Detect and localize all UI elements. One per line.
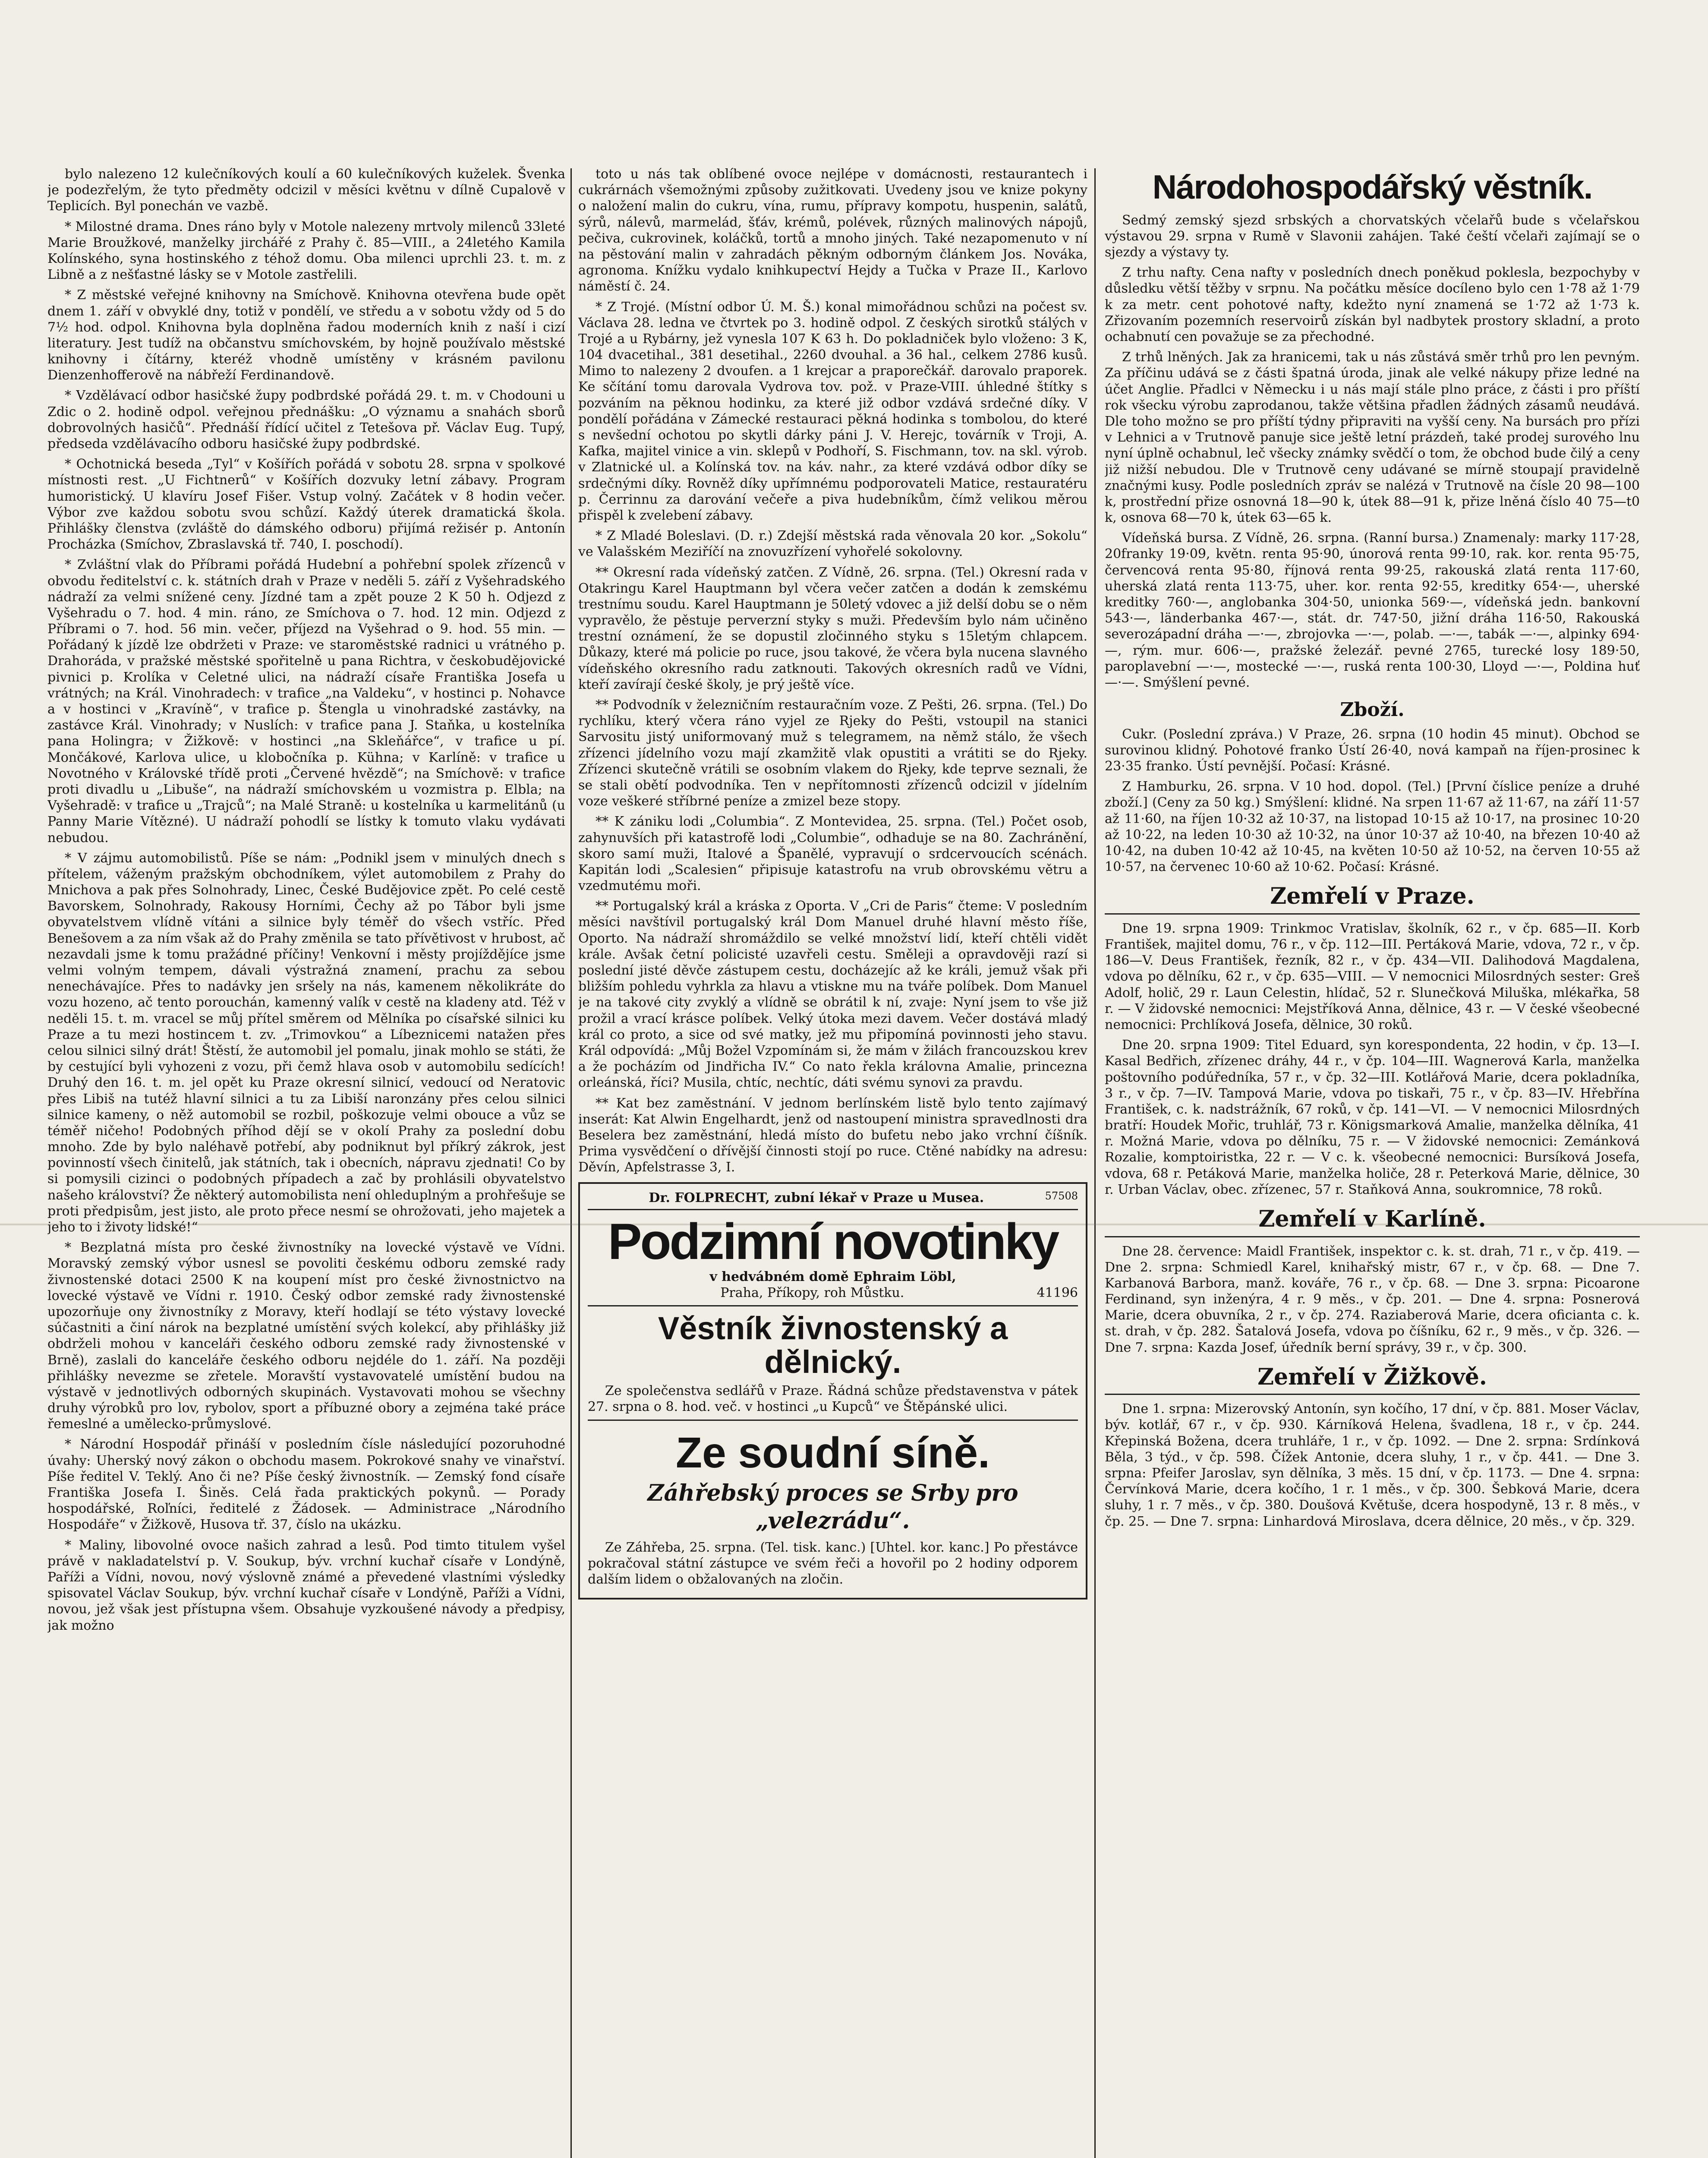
goods-heading: Zboží. <box>1340 699 1405 721</box>
article-paragraph: * Národní Hospodář přináší v posledním čísle následující pozoruhodné úvahy: Uherský nový zákon o obchodu masem. Pokrokové snahy ve vinařství. Píše ředitel V. Teklý. Ano či ne? Píše český živnostník. — Zemský fond císaře Františka Josefa I. Šiněs. Celá řada praktických pokynů. — Porady hospodářské, Roľníci, ředitelé z Žádosek. — Administrace „Národního Hospodáře“ v Žižkově, Husova tř. 37, číslo na ukázku. <box>47 1437 565 1533</box>
deaths-prague-heading: Zemřelí v Praze. <box>1105 883 1640 914</box>
goods-paragraph: Z Hamburku, 26. srpna. V 10 hod. dopol. (Tel.) [První číslice peníze a druhé zboží.] (Ceny za 50 kg.) Smýšlení: klidné. Na srpen 11·67 až 11·67, na září 11·57 až 11·60, na říjen 10·32 až 10·37, na listopad 10·15 až 10·17, na prosinec 10·20 až 10·22, na leden 10·30 až 10·32, na únor 10·37 až 10·40, na březen 10·40 až 10·42, na duben 10·42 až 10·45, na květen 10·50 až 10·52, na červen 10·55 až 10·57, na červenec 10·60 až 10·62. Počasí: Krásné. <box>1105 779 1640 875</box>
bulletin-title: Věstník živnostenský a dělnický. <box>658 1310 1008 1380</box>
article-paragraph: * Vzdělávací odbor hasičské župy podbrdské pořádá 29. t. m. v Chodouni u Zdic o 2. hodině odpol. veřejnou přednášku: „O významu a snahách sborů dobrovolných hasičů“. Přednáší řídící učitel z Tetešova př. Václav Eug. Tupý, předseda vzdělávacího odboru hasičské župy podbrdské. <box>47 388 565 451</box>
deaths-karlin-heading: Zemřelí v Karlíně. <box>1105 1205 1640 1237</box>
goods-paragraph: Cukr. (Poslední zpráva.) V Praze, 26. srpna (10 hodin 45 minut). Obchod se surovinou klidný. Pohotové franko Ústí 26·40, nová kampaň na říjen-prosinec k 23·35 franko. Ústí pevnější. Počasí: Krásné. <box>1105 726 1640 774</box>
autumn-novelties-title: Podzimní novotinky <box>608 1213 1058 1270</box>
autumn-store-address <box>588 1285 1078 1301</box>
deaths-paragraph: Dne 20. srpna 1909: Titel Eduard, syn korespondenta, 22 hodin, v čp. 13—I. Kasal Bedřich, zřízenec dráhy, 44 r., v čp. 104—III. Wagnerová Karla, manželka poštovního podúředníka, 57 r., v čp. 32—III. Kotlářová Marie, dcera pokladníka, 3 r., v čp. 7—IV. Tampová Marie, vdova po tiskaři, 75 r., v čp. 83—IV. Hřebřína František, c. k. nadstrážník, 67 roků, v čp. 141—VI. — V nemocnici Milosrdných bratří: Houdek Mořic, truhlář, 73 r. Königsmarková Amalie, manželka dělníka, 41 r. Možná Marie, vdova po dělníku, 75 r. — V židovské nemocnici: Zemánková Rozalie, komptoiristka, 22 r. — V c. k. všeobecné nemocnici: Bursíková Josefa, vdova, 68 r. Petáková Marie, manželka holiče, 28 r. Peterková Marie, dělnice, 30 r. Urban Václav, obec. zřízenec, 57 r. Staňková Anna, soukromnice, 78 roků. <box>1105 1038 1640 1197</box>
deaths-zizkov-heading: Zemřelí v Žižkově. <box>1105 1363 1640 1395</box>
court-subtitle: Záhřebský proces se Srby pro „velezrádu“. <box>647 1480 1018 1534</box>
column-middle <box>578 166 1087 2158</box>
econ-paragraph: Z trhů lněných. Jak za hranicemi, tak u nás zůstává směr trhů pro len pevným. Za příčinu udává se z části špatná úroda, jinak ale velké nákupy přize ledné na účet Anglie. Přadlci v Německu i u nás mají stále plno práce, z části i pro příští rok všecku výrobu zaprodanou, takže většina přadlen žádných zásamů neudává. Dle toho možno se pro příští týdny připraviti na vyšší ceny. Na bursách pro přízi v Lehnici a v Trutnově panuje sice ještě letní prázdeň, také prodej surového lnu nyní úplně ochabnul, leč všecky známky svědčí o tom, že obchod bude čilý a ceny již nižší nebudou. Dle v Trutnově ceny udávané se mírně stoupají pravidelně značnými kusy. Podle posledních zpráv se nalézá v Trutnově na čísle 20 98—100 k, prostřední přize osnovná 18—90 k, útek 88—91 k, přize lněná číslo 40 75—t0 k, osnova 68—70 k, útek 63—65 k. <box>1105 350 1640 526</box>
column-rule-left <box>570 168 572 2158</box>
article-paragraph: ** Kat bez zaměstnání. V jednom berlínském listě bylo tento zajímavý inserát: Kat Alwin Engelhardt, jenž od nastoupení ministra spravedlnosti dra Beselera bez zaměstnání, hledá místo do bufetu nebo jako vrchní číšník. Prima vysvědčení o dřívější činnosti stojí po ruce. Ctěné nabídky na adresu: Děvín, Apfelstrasse 3, I. <box>578 1095 1087 1175</box>
article-paragraph: * Maliny, libovolné ovoce našich zahrad a lesů. Pod timto titulem vyšel právě v nakladatelství p. V. Soukup, býv. vrchní kuchař císaře v Londýně, Paříži a Vídni, novou, nový výslovně známé a převedené vlastními výsledky spisovatel Václav Soukup, býv. vrchní kuchař císaře v Londýně, Paříži a Vídni, novou, jež však jest přístupna všem. Obsahuje vyzkoušené návody a předpisy, jak možno <box>47 1537 565 1633</box>
dentist-ad-text: Dr. FOLPRECHT, zubní lékař v Praze u Musea. <box>649 1190 984 1206</box>
autumn-store-name: v hedvábném domě Ephraim Löbl, <box>709 1269 956 1284</box>
econ-paragraph: Z trhu nafty. Cena nafty v posledních dnech poněkud poklesla, bezpochyby v důsledku větší těžby v srpnu. Na počátku měsíce docíleno bylo cen 1·78 až 1·79 k za metr. cent pohotové nafty, kdežto nyní znamená se 1·72 až 1·73 k. Zřizovaním pozemních reservoirů získán byl nadbytek prostory skladní, a proto ochabnutí cen považuje se za přechodné. <box>1105 265 1640 345</box>
econ-paragraph: Sedmý zemský sjezd srbských a chorvatských včelařů bude s včelařskou výstavou 29. srpna v Rumě v Slavonii zahájen. Také čeští včelaři zajímají se o sjezdy a výstavy ty. <box>1105 212 1640 260</box>
article-paragraph: * Zvláštní vlak do Příbrami pořádá Hudební a pohřební spolek zřízenců v obvodu ředitelství c. k. státních drah v Praze v neděli 5. září z Vyšehradského nádraží za velmi snížené ceny. Jízdné tam a zpět pouze 2 K 50 h. Odjezd z Vyšehradu o 7. hod. 4 min. ráno, ze Smíchova o 7. hod. 12 min. Odjezd z Příbrami o 7. hod. 56 min. večer, příjezd na Vyšehrad o 9. hod. 55 min. — Pořádaný k jízdě lze obdržeti v Praze: ve staroměstské radnici u vrátného p. Drahoráda, v pražské městské spořitelně u pana Richtra, v českobudějovické pivnici p. Krolíka v Celetné ulici, na nádraží císaře Františka Josefa u vrátných; na Král. Vinohradech: v trafice „na Valdeku“, v hostinci p. Nohavce a v hostinci v „Kravíně“, v trafice p. Štengla u vinohradské zastávky, na zastávce Král. Vinohrady; v Nuslích: v trafice pana J. Staňka, u kostelníka pana Holingra; v Žižkově: v hostinci „na Skleňářce“, v trafice u pí. Mončákové, Karlova ulice, u klobočníka p. Kühna; v Karlíně: v trafice u Novotného v Královské třídě proti „Červené hvězdě“; na Smíchově: v trafice proti divadlu u „Libuše“, na nádraží smíchovském u vozmistra p. Elbla; na Vyšehradě: v trafice u „Trajců“; na Malé Straně: u kostelníka u karmelitánů (u Panny Marie Vítězné). U nádraží pohodlí se lístky k tomuto vlaku vydávati nebudou. <box>47 557 565 846</box>
ad-divider <box>588 1305 1078 1306</box>
ad-divider <box>588 1420 1078 1421</box>
column-rule-right <box>1094 168 1096 2158</box>
bulletin-text: Ze společenstva sedlářů v Praze. Řádná schůze představenstva v pátek 27. srpna o 8. hod. več. v hostinci „u Kupců“ ve Štěpánské ulici. <box>588 1383 1078 1415</box>
article-paragraph: ** Podvodník v železničním restauračním voze. Z Pešti, 26. srpna. (Tel.) Do rychlíku, který včera ráno vyjel ze Rjeky do Pešti, vstoupil na stanici Sarvositu jistý uniformovaný muž s telegramem, na němž stálo, že všech zřízenci jídelního vozu mají zkamžitě vlak opustiti a vrátiti se do Rjeky. Zřízenci skutečně vrátili se osobním vlakem do Rjeky, kde teprve seznali, že se stali obětí podvodníka. Ten v nepřítomnosti zřízenců odcizil v jídelním voze veškeré stříbrné peníze a zmizel beze stopy. <box>578 697 1087 809</box>
autumn-address-text: Praha, Příkopy, roh Můstku. <box>720 1285 904 1300</box>
deaths-paragraph: Dne 1. srpna: Mizerovský Antonín, syn kočího, 17 dní, v čp. 881. Moser Václav, býv. kotlář, 67 r., v čp. 930. Kárníková Helena, švadlena, 18 r., v čp. 244. Křepinská Božena, dcera truhláře, 1 r., v čp. 1092. — Dne 2. srpna: Srdínková Běla, 3 týd., v čp. 598. Čížek Antonie, dcera sluhy, 1 r., v čp. 441. — Dne 3. srpna: Pfeifer Jaroslav, syn dělníka, 3 měs. 15 dní, v čp. 1173. — Dne 4. srpna: Červínková Marie, dcera kočího, 1 r. 1 měs., v čp. 300. Šebková Marie, dcera sluhy, 1 r. 7 měs., v čp. 380. Doušová Květuše, dcera hospodyně, 13 r. 8 měs., v čp. 25. — Dne 7. srpna: Linhardová Miroslava, dcera dělnice, 20 měs., v čp. 329. <box>1105 1401 1640 1529</box>
court-text: Ze Záhřeba, 25. srpna. (Tel. tisk. kanc.) [Uhtel. kor. kanc.] Po přestávce pokračoval státní zástupce ve svém řeči a hovořil po 2 hodiny odporem dalším lidem o obžalovaných na zločin. <box>588 1540 1078 1587</box>
article-paragraph: * Ochotnická beseda „Tyl“ v Košířích pořádá v sobotu 28. srpna v spolkové místnosti rest. „U Fichtnerů“ v Košířích dozvuky letní zábavy. Program humoristický. U klavíru Josef Fišer. Vstup volný. Začátek v 8 hodin večer. Výbor zve každou sobotu svou schůzí. Každý úterek dramatická škola. Přihlášky členstva (zvláště do dámského odboru) přijímá režisér p. Antonín Procházka (Smíchov, Zbraslavská tř. 740, I. poschodí). <box>47 457 565 552</box>
article-paragraph: * Milostné drama. Dnes ráno byly v Motole nalezeny mrtvoly milenců 33leté Marie Broužkové, manželky jirchářé z Prahy č. 85—VIII., a 24letého Kamila Kolínského, syna hostinského z téhož domu. Oba milenci uprchli 23. t. m. z Libně a z nešťastné lásky se v Motole zastřelili. <box>47 219 565 283</box>
article-paragraph: * Z městské veřejné knihovny na Smíchově. Knihovna otevřena bude opět dnem 1. září v obvyklé dny, totiž v pondělí, ve středu a v sobotu vždy od 5 do 7½ hod. odpol. Knihovna byla doplněna řadou moderních knih z naší i cizí literatury. Jest tudíž na občanstvu smíchovském, by hojně používalo městské knihovny i čítárny, kteréž vhodně umístěny v krásném pavilonu Dienzenhofferově na nábřeží Ferdinandově. <box>47 287 565 383</box>
column-right <box>1105 166 1640 2158</box>
column-left <box>47 166 565 2158</box>
deaths-paragraph: Dne 19. srpna 1909: Trinkmoc Vratislav, školník, 62 r., v čp. 685—II. Korb František, majitel domu, 76 r., v čp. 112—III. Pertáková Marie, vdova, 72 r., v čp. 186—V. Deus František, řezník, 82 r., v čp. 434—VII. Dalihodová Magdalena, vdova po dělníku, 62 r., v čp. 635—VIII. — V nemocnici Milosrdných sester: Greš Adolf, holič, 29 r. Laun Celestin, hlídač, 52 r. Slunečková Miluška, mlékařka, 58 r. — V židovské nemocnici: Mejstříková Anna, dělnice, 43 r. — V české všeobecné nemocnici: Prchlíková Josefa, dělnice, 30 roků. <box>1105 921 1640 1032</box>
economic-bulletin-masthead: Národohospodářský věstník. <box>1152 168 1592 206</box>
autumn-ad-number: 41196 <box>1037 1285 1078 1300</box>
court-title: Ze soudní síně. <box>676 1428 990 1477</box>
article-paragraph: ** Portugalský král a kráska z Oporta. V „Cri de Paris“ čteme: V posledním měsíci navštívil portugalský král Dom Manuel druhé hlavní město říše, Oporto. Na nádraží shromáždilo se velké množství lidí, kteří chtěli vidět krále. Avšak četní policisté uzavřeli cestu. Směleji a opravdověji razí si poslední jisté děvče zástupem cestu, docházejíc až ke králi, jemuž však při bližším pohledu vyhrkla za hlavu a vtiskne mu na tváře políbek. Dom Manuel je na takové city zvyklý a vlídně se obrátil k ní, zvaje: Nyní jsem to vše již prožil a vrací krásce políbek. Velký útoka mezi davem. Večer dostává mladý král co proto, a sice od své matky, jež mu připomíná povinnosti jeho stavu. Král odpovídá: „Můj Božel Vzpomínám si, že mám v žilách francouzskou krev a že pocházím od Jindřicha IV.“ Co nato řekla královna Amalie, princezna orleánská, říci? Musila, chtíc, nechtíc, dáti svému synovi za pravdu. <box>578 899 1087 1091</box>
article-paragraph: * Bezplatná místa pro české živnostníky na lovecké výstavě ve Vídni. Moravský zemský výbor usnesl se povoliti českému odboru zemské rady živnostenské dotaci 2500 K na koupení míst pro české živnostnictvo na lovecké výstavě ve Vídni r. 1910. Český odbor zemské rady živnostenské upozorňuje ony živnostníky z Moravy, kteří hodlají se této výstavy lovecké súčastniti a činí nárok na bezplatné umístění svých kolekcí, aby přihlášky již obdrželi mohou v kanceláři českého odboru zemské rady živnostenské v Brně), zaslali do kanceláře českého odboru nejdéle do 1. září. Na později přihlášky nevezme se zřetele. Moravští vystavovatelé umístění budou na výstavě v jednotlivých odborných skupinách. Vystavovati mohou se všechny druhy výrobků pro lov, rybolov, sport a příbuzné obory a zejména také práce řemeslné a umělecko-průmyslové. <box>47 1240 565 1432</box>
article-paragraph: ** K zániku lodi „Columbia“. Z Montevidea, 25. srpna. (Tel.) Počet osob, zahynuvších při katastrofě lodi „Columbie“, odhaduje se na 80. Zachránění, skoro samí muži, Italové a Španělé, vypravují o srdcervoucích scénách. Kapitán lodi „Scalesien“ připisuje katastrofu na vrub obrovskému větru a vzedmutému moři. <box>578 814 1087 894</box>
dentist-ad-number: 57508 <box>1045 1190 1078 1202</box>
econ-paragraph: Vídeňská bursa. Z Vídně, 26. srpna. (Ranní bursa.) Znamenaly: marky 117·28, 20franky 19·09, květn. renta 95·90, únorová renta 99·10, rak. kor. renta 95·75, červencová renta 95·80, říjnová renta 99·25, rakouská zlatá renta 117·60, uherská zlatá renta 113·75, uher. kor. renta 92·55, kreditky 654·—, uherské kreditky 760·—, anglobanka 304·50, unionka 569·—, vídeňská jedn. bankovní 543·—, länderbanka 467·—, stát. dr. 747·50, jižní dráha 116·50, Rakouská severozápadní dráha —·—, zbrojovka —·—, polab. —·—, tabák —·—, alpinky 694·—, rým. mur. 606·—, pražské železář. pevné 2765, turecké losy 189·50, paroplavební —·—, mostecké —·—, ruská renta 100·30, Lloyd —·—, Poldina huť —·—. Smýšlení pevné. <box>1105 530 1640 690</box>
article-paragraph: toto u nás tak oblíbené ovoce nejlépe v domácnosti, restaurantech i cukrárnách všemožnými způsoby zužitkovati. Uvedeny jsou ve knize pokyny o naložení malin do cukru, vína, rumu, přípravy kompotu, huspenin, salátů, sýrů, nálevů, marmelád, šťáv, krémů, polévek, různých malinových nápojů, pečiva, cukrovinek, koláčků, tortů a mnoho jiných. Také nezapomenuto v ní na pěstování malin v zahradách pěkným odborným článkem Jos. Nováka, agronoma. Knížku vydalo knihkupectví Hejdy a Tučka v Praze II., Karlovo náměstí č. 24. <box>578 167 1087 294</box>
article-paragraph: bylo nalezeno 12 kulečníkových koulí a 60 kulečníkových kuželek. Švenka je podezřelým, že tyto předměty odcizil v měsíci květnu v dílně Cupalově v Teplicích. Byl ponechán ve vazbě. <box>47 167 565 214</box>
deaths-paragraph: Dne 28. července: Maidl František, inspektor c. k. st. drah, 71 r., v čp. 419. — Dne 2. srpna: Schmiedl Karel, knihařský mistr, 67 r., v čp. 68. — Dne 7. Karbanová Barbora, manž. kováře, 76 r., v čp. 68. — Dne 3. srpna: Picoarone Ferdinand, syn inženýra, 4 r. 9 měs., v čp. 201. — Dne 4. srpna: Posnerová Marie, dcera obuvníka, 2 r., v čp. 274. Raziaberová Marie, dcera oficianta c. k. st. drah, v čp. 282. Šatalová Josefa, vdova po číšníku, 62 r., 9 měs., v čp. 326. — Dne 7. srpna: Kazda Josef, úředník berní správy, 39 r., v čp. 300. <box>1105 1243 1640 1355</box>
article-paragraph: ** Okresní rada vídeňský zatčen. Z Vídně, 26. srpna. (Tel.) Okresní rada v Otakringu Karel Hauptmann byl včera večer zatčen a dodán k zemskému trestnímu soudu. Karel Hauptmann je 50letý vdovec a již delší dobu se o něm vypravělo, že pěstuje perverzní styky s muži. Především bylo nám učiněno trestní oznámení, že se dopustil zločinného styku s 15letým chlapcem. Důkazy, které má policie po ruce, jsou takové, že včera byla nucena slavného vídeňského okresního radu zatknouti. Takových okresních radů ve Vídni, kteří zavírají české školy, je prý ještě více. <box>578 565 1087 692</box>
article-paragraph: * V zájmu automobilistů. Píše se nám: „Podnikl jsem v minulých dnech s přítelem, váženým pražským obchodníkem, výlet automobilem z Prahy do Mnichova a pak přes Solnohrady, Linec, České Budějovice zpět. Po celé cestě Bavorskem, Solnohrady, Rakousy Horními, Čechy až po Tábor byli jsme obyvatelstvem vlídně vítáni a silnice byly téměř do všech vstříc. Před Benešovem a za ním však až do Prahy změnila se tato přívětivost v hrubost, ač nezavdali jsme k tomu pražádné příčiny! Venkovní i městy projíždějíce jsme velmi volným tempem, dávali výstražná znamení, prachu za sebou nenechávajíce. Přes to nadávky jen sršely na nás, kamenem několikráte do vozu hozeno, ač tento porouchán, kamenný valík v cestě na kladeny atd. Též v neděli 15. t. m. vracel se můj přítel směrem od Mělníka po císařské silnici ku Praze a tu mezi hostincem t. zv. „Trimovkou“ a Líbeznicemi natažen přes celou silnici silný drát! Štěstí, že automobil jel pomalu, jinak mohlo se státi, že by cestující byli vyhozeni z vozu, při čemž hlava osob v automobilu sedících! Druhý den 16. t. m. jel opět ku Praze okresní silnicí, vedoucí od Neratovic přes Libiš na tutéž hlavní silnici a tu za Libiší naronzány přes celou silnici silnice kameny, o něž automobil se rozbil, poškozuje velmi obouce a vůz se téměř ničeho! Podobných příhod dějí se v okolí Prahy za poslední dobu mnoho. Zde by bylo naléhavě potřebí, aby podniknut byl příkrý zákrok, jest povinností všech činitelů, jak státních, tak i obecních, nápravu zjednati! Co by si pomysili cizinci o podobných případech a zač by prohlásili obyvatelstvo našeho království? Že některý automobilista není ohleduplným a prohřešuje se proti předpisům, jest jisto, ale proto přece nesmí se ohrožovati, jeho majetek a jeho to i životy lidské!“ <box>47 850 565 1235</box>
article-paragraph: * Z Trojé. (Místní odbor Ú. M. Š.) konal mimořádnou schůzi na počest sv. Václava 28. ledna ve čtvrtek po 3. hodině odpol. Z českých sirotků stálých v Trojé a u Rybárny, jež vynesla 107 K 63 h. Do pokladniček bylo vloženo: 3 K, 104 dvacetihal., 381 desetihal., 2260 dvouhal. a 36 hal., celkem 2786 kusů. Mimo to nalezeny 2 dvoufen. a 1 krejcar a praporečkář. darovalo praporek. Ke sčítání tomu darovala Vydrova tov. pož. v Praze-VIII. úhledné štítky s pozváním na pěknou hodinku, za které již odbor vzdává srdečné díky. V pondělí pořádána v Zámecké restauraci pěkná hodinka s tombolou, do které s nevšední ochotou po skytli dárky páni J. V. Herejc, továrník v Troji, A. Kafka, majitel vinice a vin. sklepů v Podhoří, S. Fischmann, tov. na skl. výrob. v Zlatnické ul. a Kolínská tov. na káv. nahr., za které vzdává odbor díky se srdečnými díky. Rovněž díky upřímnému podporovateli Matice, restauratéru p. Čerrinnu za darování večeře a piva hudebníkům, čímž velikou měrou přispěl k zvelebení zábavy. <box>578 299 1087 523</box>
advertisement-box <box>578 1182 1087 1600</box>
dentist-ad <box>588 1190 1078 1210</box>
article-paragraph: * Z Mladé Boleslavi. (D. r.) Zdejší městská rada věnovala 20 kor. „Sokolu“ ve Valašském Meziříčí na znovuzřízení vyhořelé sokolovny. <box>578 528 1087 560</box>
